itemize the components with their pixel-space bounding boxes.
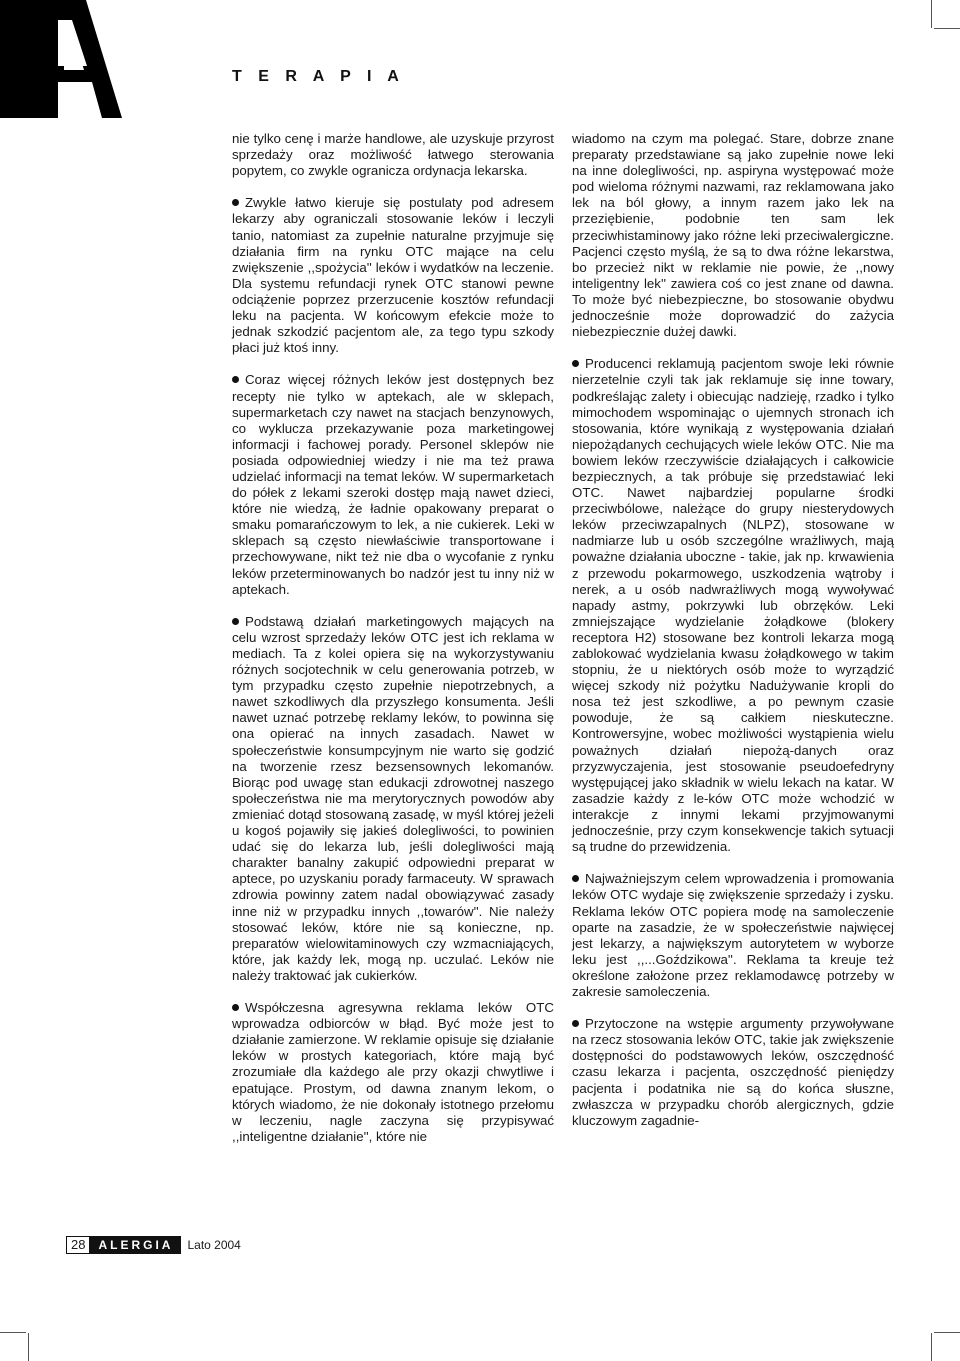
paragraph [572,871,894,1000]
paragraph [232,131,554,179]
journal-name: ALERGIA [90,1236,181,1254]
crop-mark [0,1332,26,1333]
crop-mark [931,0,932,28]
paragraph-text: Coraz więcej różnych leków jest dostępnych bez recepty nie tylko w aptekach, ale w sklepach, supermarketach czy nawet na stacjach benzynowych, co wyklucza przekazywanie poza marketingowej informacji i fachowej porady. Personel sklepów nie posiada odpowiedniej wiedzy i nie ma też prawa udzielać informacji na temat leków. W supermarketach do półek z lekami szeroki dostęp mają nawet dzieci, które nie wiedzą, że ładnie opakowany preparat o smaku pomarańczowym to lek, a nie cukierek. Leki w sklepach są często niewłaściwie transportowane i przechowywane, nikt też nie dba o wycofanie z rynku leków przeterminowanych bo nadzór jest tu inny niż w aptekach. [232,372,554,597]
bullet-icon [232,199,239,206]
paragraph-text: Podstawą działań marketingowych mających na celu wzrost sprzedaży leków OTC jest ich reklama w mediach. Ta z kolei opiera się na wykorzystywaniu różnych socjotechnik w celu generowania potrzeb, w tym przypadku często zupełnie niepotrzebnych, a nawet szkodliwych dla przyszłego konsumenta. Jeśli nawet uznać potrzebę reklamy leków, to powinna się ona opierać na innych zasadach. Nawet w społeczeństwie konsumpcyjnym nie warto się godzić na tworzenie rzesz bezsensownych lekomanów. Biorąc pod uwagę stan edukacji zdrowotnej naszego społeczeństwa nie ma merytorycznych powodów aby zmieniać dotąd stosowaną zasadę, w myśl której jeżeli u kogoś pojawiły się jakieś dolegliwości, to powinien udać się do lekarza lub, jeśli dolegliwości mają charakter banalny zakupić odpowiedni preparat w aptece, po uzyskaniu porady farmaceuty. W sprawach zdrowia powinny zatem nadal obowiązywać zasady inne niż w przypadku innych ,,towarów''. Nie należy stosować leków, które nie są konieczne, np. preparatów wielowitaminowych czy wzmacniających, które, jak każdy lek, mogą np. uczulać. Leków nie należy traktować jak cukierków. [232,613,554,983]
crop-mark [931,1333,932,1361]
bullet-icon [572,875,579,882]
page-number: 28 [66,1236,90,1254]
bullet-icon [572,360,579,367]
bullet-icon [232,1004,239,1011]
crop-mark [28,1333,29,1361]
bullet-icon [232,376,239,383]
issue-label: Lato 2004 [187,1238,241,1252]
page-footer [66,1236,241,1254]
crop-mark [934,1332,960,1333]
paragraph [572,356,894,855]
paragraph-text: Najważniejszym celem wprowadzenia i promowania leków OTC wydaje się zwiększenie sprzedaży i zysku. Reklama leków OTC popiera modę na samoleczenie oparte na zasadzie, że w społeczeństwie najwięcej jest lekarzy, a największym autorytetem w wyborze leku jest ,,...Goździkowa''. Reklama ta kreuje też określone założone przez reklamodawcę potrzeby w zakresie samoleczenia. [572,871,894,999]
bullet-icon [232,618,239,625]
right-column [572,131,894,1145]
section-logo-graphic [0,0,130,118]
paragraph-text: Producenci reklamują pacjentom swoje leki równie nierzetelnie czyli tak jak reklamuje się inne towary, podkreślając zalety i obiecując nadzieję, rzadko i tylko mimochodem wspominając o ujemnych stronach ich stosowania, które wynikają z występowania działań niepożądanych cechujących wiele leków OTC. Nie ma bowiem leków rzeczywiście działających i całkowicie bezpiecznych, a tak próbuje się przedstawiać leki OTC. Nawet najbardziej popularne środki przeciwbólowe, należące do grupy niesterydowych leków przeciwzapalnych (NLPZ), stosowane w nadmiarze lub u osób szczególne wrażliwych, mają poważne działania uboczne - takie, jak np. krwawienia z przewodu pokarmowego, uszkodzenia wątroby i nerek, a u osób nadwrażliwych mogą wywoływać napady astmy, pokrzywki lub obrzęków. Leki zmniejszające wydzielanie żołądkowe (blokery receptora H2) stosowane bez kontroli lekarza mogą zablokować wydzielania kwasu żołądkowego w takim stopniu, że u niektórych osób może to wyrządzić więcej szkody niż pożytku Nadużywanie kropli do nosa też jest szkodliwe, a po pewnym czasie powoduje, że są całkiem nieskuteczne. Kontrowersyjne, wobec możliwości wystąpienia wielu poważnych działań niepożą-danych oraz przyzwyczajenia, jest stosowanie pseudoefedryny występującej jako składnik w wielu lekach na katar. W zasadzie każdy z le-ków OTC może wchodzić w interakcje z innymi lekami przyjmowanymi jednocześnie, przy czym konsekwencje takich sytuacji są trudne do przewidzenia. [572,356,894,855]
paragraph-text: wiadomo na czym ma polegać. Stare, dobrze znane preparaty przedstawiane są jako zupełnie nowe leki na inne dolegliwości, np. aspiryna występować może pod wieloma różnymi nazwami, raz reklamowana jako lek na ból głowy, a innym razem jako lek na przeziębienie, podobnie ten sam lek przeciwhistaminowy jako różne leki przeciwalergiczne. Pacjenci często myślą, że są to dwa różne lekarstwa, bo przecież nikt w reklamie nie powie, że ,,nowy inteligentny lek'' zawiera coś co jest znane od dawna. To może być niebezpieczne, bo stosowanie obydwu jednocześnie może doprowadzić do zażycia niebezpiecznie dużej dawki. [572,131,894,340]
paragraph [572,131,894,340]
paragraph-text: nie tylko cenę i marże handlowe, ale uzyskuje przyrost sprzedaży oraz możliwość łatwego sterowania popytem, co zwykle ogranicza ordynacja lekarska. [232,131,554,179]
paragraph-text: Przytoczone na wstępie argumenty przywoływane na rzecz stosowania leków OTC, takie jak zwiększenie dostępności do podstawowych leków, oszczędność czasu lekarza i pacjenta, oszczędność pieniędzy pacjenta i podatnika nie są do końca słuszne, zwłaszcza w przypadku chorób alergicznych, gdzie kluczowym zagadnie- [572,1016,894,1128]
paragraph [572,1016,894,1129]
paragraph [232,614,554,984]
crop-mark [934,28,960,29]
section-title: T E R A P I A [232,68,405,85]
paragraph-text: Zwykle łatwo kieruje się postulaty pod adresem lekarzy aby ograniczali stosowanie leków i leczyli tanio, natomiast za zupełnie naturalne przyjmuje się działania firm na rynku OTC mające na celu zwiększenie ,,spożycia'' leków i wydatków na leczenie. Dla systemu refundacji rynek OTC stanowi pewne odciążenie poprzez przerzucenie kosztów refundacji leku na pacjenta. W końcowym efekcie może to jednak szkodzić pacjentom ale, za tego typu szkody płaci już ktoś inny. [232,195,554,356]
paragraph [232,1000,554,1145]
paragraph [232,195,554,356]
left-column [232,131,554,1161]
paragraph [232,372,554,597]
paragraph-text: Współczesna agresywna reklama leków OTC wprowadza odbiorców w błąd. Być może jest to działanie zamierzone. W reklamie opisuje się działanie leków w prostych kategoriach, które mają być zrozumiałe dla każdego ale przy okazji chwytliwe i epatujące. Prostym, od dawna znanym lekom, o których wiadomo, że nie dokonały istotnego przełomu w leczeniu, nagle zaczyna się przypisywać ,,inteligentne działanie'', które nie [232,1000,554,1144]
bullet-icon [572,1020,579,1027]
